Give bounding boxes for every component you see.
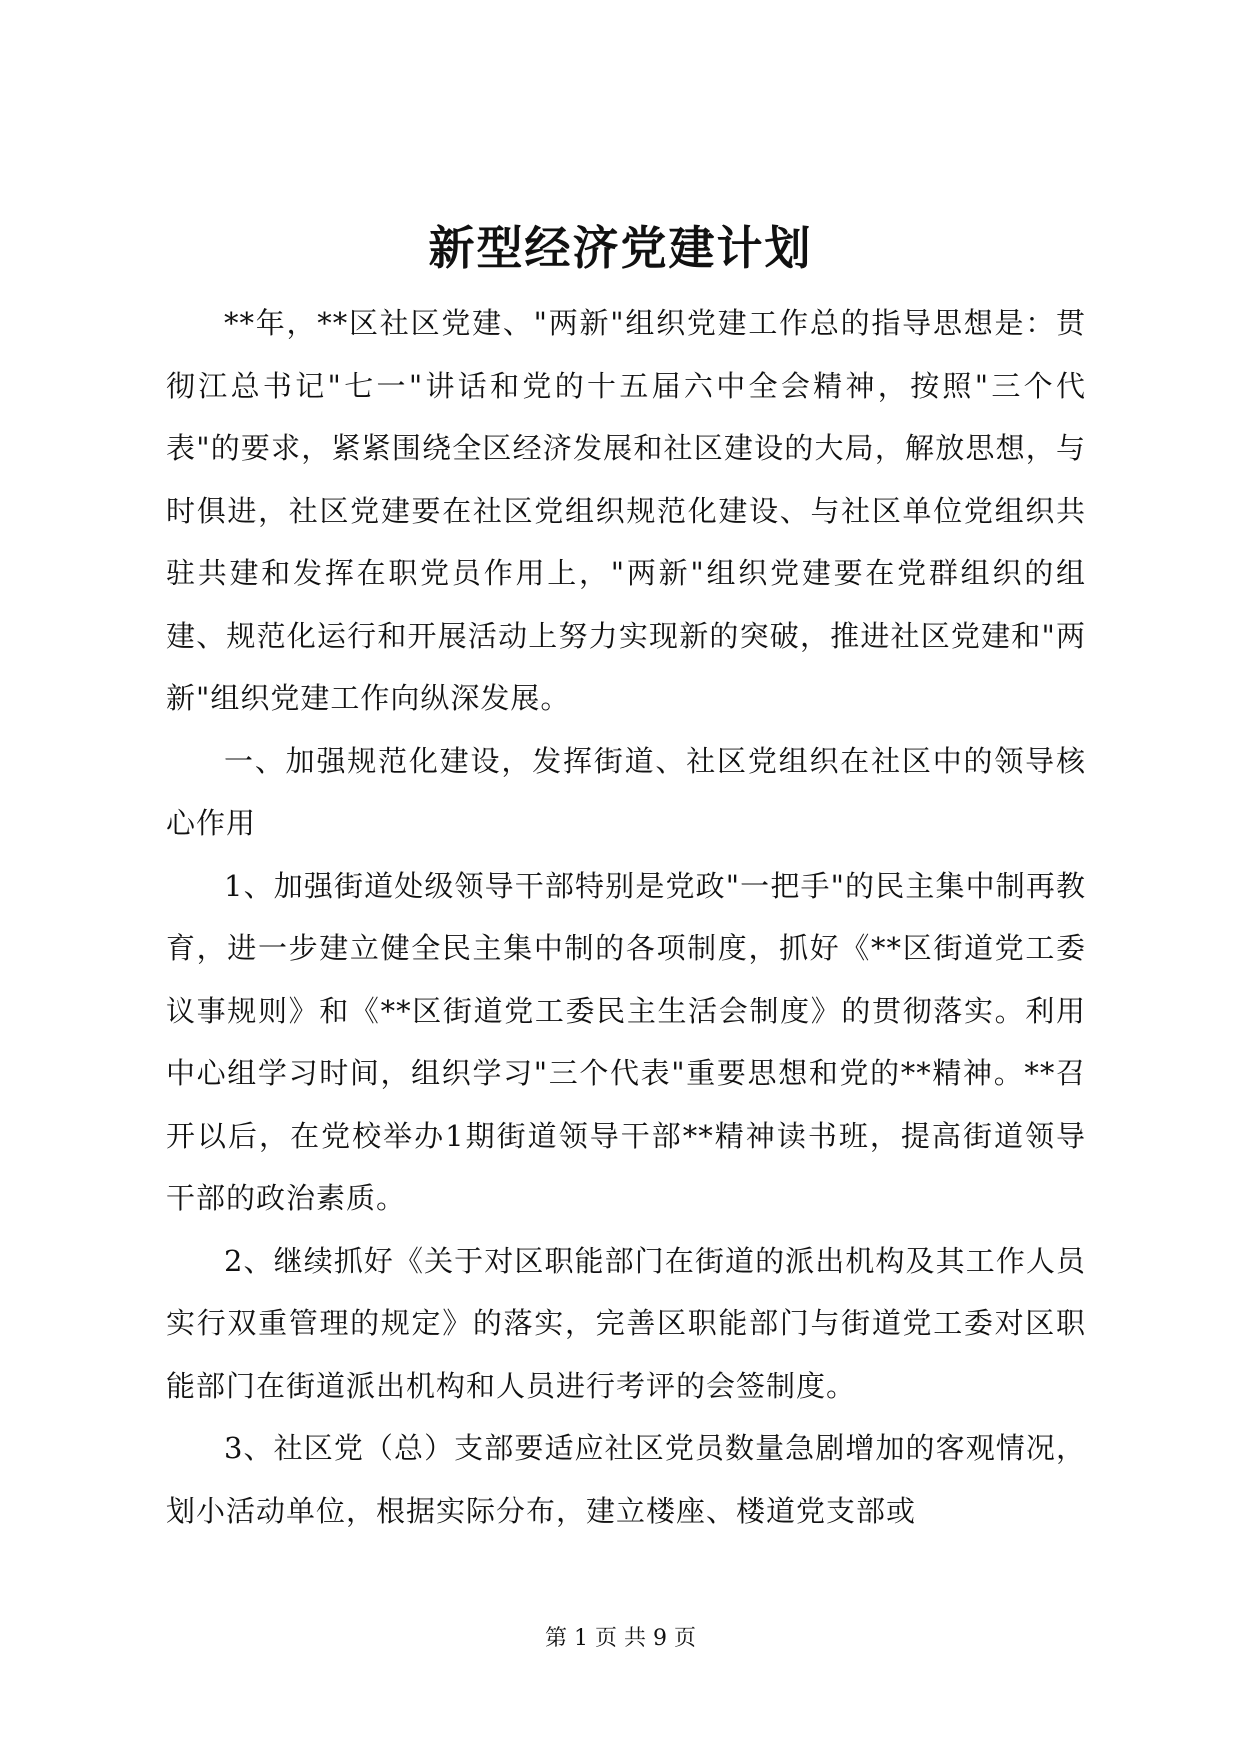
paragraph-guiding-thought: **年，**区社区党建、"两新"组织党建工作总的指导思想是：贯彻江总书记"七一"讲话和党的十五届六中全会精神，按照"三个代表"的要求，紧紧围绕全区经济发展和社区建设的大局，解放思想，与时俱进，社区党建要在社区党组织规范化建设、与社区单位党组织共驻共建和发挥在职党员作用上，"两新"组织党建要在党群组织的组建、规范化运行和开展活动上努力实现新的突破，推进社区党建和"两新"组织党建工作向纵深发展。 bbox=[166, 306, 1086, 715]
document-body bbox=[166, 292, 1086, 1542]
paragraph-item-2: 2、继续抓好《关于对区职能部门在街道的派出机构及其工作人员实行双重管理的规定》的落实，完善区职能部门与街道党工委对区职能部门在街道派出机构和人员进行考评的会签制度。 bbox=[166, 1243, 1086, 1403]
page-footer: 第 1 页 共 9 页 bbox=[545, 1626, 696, 1651]
document-title: 新型经济党建计划 bbox=[428, 221, 813, 275]
section-heading-one: 一、加强规范化建设，发挥街道、社区党组织在社区中的领导核心作用 bbox=[166, 743, 1086, 840]
paragraph-item-1: 1、加强街道处级领导干部特别是党政"一把手"的民主集中制再教育，进一步建立健全民主集中制的各项制度，抓好《**区街道党工委议事规则》和《**区街道党工委民主生活会制度》的贯彻落实。利用中心组学习时间，组织学习"三个代表"重要思想和党的**精神。**召开以后，在党校举办1期街道领导干部**精神读书班，提高街道领导干部的政治素质。 bbox=[166, 868, 1086, 1215]
paragraph-item-3: 3、社区党（总）支部要适应社区党员数量急剧增加的客观情况，划小活动单位，根据实际分布，建立楼座、楼道党支部或 bbox=[166, 1431, 1086, 1528]
